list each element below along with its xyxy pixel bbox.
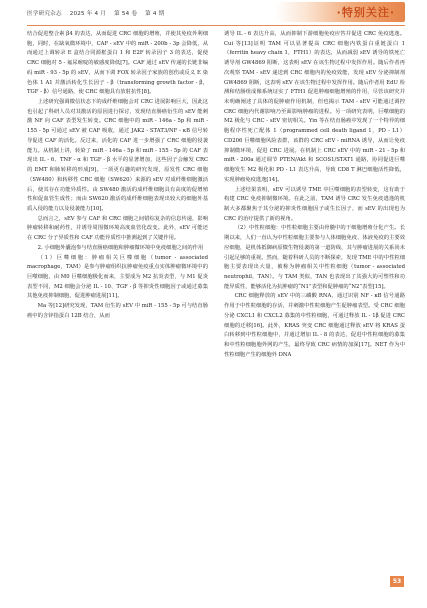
issue-date: 2025 年 4 月 [69, 11, 107, 17]
issue-number: 第 4 期 [145, 11, 165, 17]
body-paragraph: 诱导 IL - 6 表达升高，从而抑制下游细胞免疫应答并促进 CRC 免疫逃逸。Cui 等[13]证明 TAM 可以显著提高 CRC 细胞内铁蛋白重链蛋白 1（ferritin heavy chain 1，FTH1）的表达，从而减弱 sEV 诱导的铁死亡诱导剂 GW4869 阻断，这表明 sEV 在该生物过程中发挥作用。随后作者再次观察 TAM - sEV 递送到 CRC 细胞内的免疫效能，发现 sEV 分泌抑制剂 GW4869 阻断，这表明 sEV 在该生物过程中发挥作用。随后作者用 EdU 检测和结肠组成像系统证实了 FTH1 促进肿瘤细胞增殖的作用，尽管该研究并未明确阐述了具体的促肿瘤作用机制，但也揭示 TAM - sEV 可能通过调控 CRC 细胞内代谢影响乃至面影响肿瘤的进程。另一项研究表明，巨噬细胞的 M2 极化与 CRC - sEV 密切相关。Yin 等在结直肠癌中发现了一个特异的细胞程序性死亡配体 1（programmed cell death ligand 1，PD - L1）CD206 巨噬细胞风险表群，该群的 CRC sEV - miRNA 诱导，从而让免疫抑制微环境，促进 CRC 进展。在机制上 CRC sEV 中的 miR - 21 - 5p 和 miR - 200a 通过调节 PTEN/Akt 和 SCOS1/STAT1 通路，协同促进巨噬细胞发生 M2 极化和 PD - L1 表达升高，导致 CD8 T 淋巴细胞活性降低，实现肿瘤免疫逃逸[14]。 [224, 31, 405, 183]
left-column [27, 30, 208, 578]
body-paragraph: （2）中性粒细胞：中性粒细胞主要由骨髓中的干细胞增殖分化产生。长期以来，人们一直认为中性粒细胞主要参与人体细胞免疫、体液免疫的主要效应细胞，是机体抵御病原微生物侵袭的第一道防线，其与肿瘤进展的关系尚未引起足够的重视。然而，随着科研人员的不断探索，发现 TME 中的中性粒细胞主要表现出大量，被称为肿瘤相关中性粒细胞（tumor - associated neutrophil，TAN）。与 TAM 类似，TAN 也表现出了其强大的可塑性和功能异质性，能够活化为抗肿瘤的“N1”表型和促肿瘤的“N2”表型[15]。 [224, 225, 405, 290]
body-paragraph: 结合促进整合素 β4 的表达，从而促进 CRC 细胞的增殖，并使其免疫外利细胞，同时，在缺氧微环境中，CAF - sEV 中的 miR - 200b - 3p 会降低，从而通过上调转录 E 盒结合同源框蛋白 1 和 E2F 转录因子 3 的表达，促使 CRC 细胞对 5 - 氟尿嘧啶的敏感度降低[7]。CAF 通过 sEV 传递的长链非编码 miR - 93 - 5p 的 sEV，从而下调 FOX 转录因子家族的创伤或反义 E 染色体 1 A1 并激活转化生长因子 - β（transforming growth factor - β，TGF - β）信号通路，使 CRC 细胞具有放射抗性[8]。 [27, 31, 208, 96]
header-divider [27, 25, 405, 26]
journal-info [27, 9, 170, 17]
body-paragraph: （1）巨噬细胞：肿瘤相关巨噬细胞（tumor - associated macrophage，TAM）是参与肿瘤组织抗肿瘤免疫重点实体肿瘤微环境中的巨噬细胞，由 M0 巨噬细胞极化而来，主要成为 M2 抗炎表型，与 M1 促炎表型不同，M2 细胞会分泌 IL - 10、TGF - β 等抑炎性细胞因子或通过募集其他免疫抑制细胞，促进肿瘤进展[11]。 [27, 254, 208, 300]
page-header [0, 0, 427, 28]
body-paragraph: 上述结果表明，sEV 可以诱导 TME 中巨噬细胞的表型转变，这有助于构建 CRC 免疫抑制微环境。在此之前，TAM 诱导 CRC 发生免疫逃逸的机制大多都聚焦于其分泌的抑炎性细胞因子或生长因子，而 sEV 的出现也为 CRC 的治疗提供了新的视角。 [224, 186, 405, 222]
body-paragraph: Ma 等[12]研究发现，TAM 衍生的 sEV 中 miR - 155 - 5p 可与结直肠癌中的含锌指蛋白 12B 结合，从而 [27, 303, 208, 319]
page-number: 53 [390, 576, 404, 587]
body-paragraph: 2. 小细胞外囊泡参与结直肠癌细胞和肿瘤微环境中免疫细胞之间的作用 [37, 244, 204, 251]
section-title: ·特别关注· [336, 6, 395, 19]
journal-name: 医学研究杂志 [27, 11, 62, 17]
body-paragraph: CRC 细胞释放的 sEV 中的三磷酸 RNA，通过识别 NF - κB 信号通路作用于中性粒细胞的存活，并刺激中性粒细胞产生促肿瘤表型。受 CRC 细胞分泌 CXCL1 和 CXCL2 募集的中性粒细胞，可通过释放 IL - 1β 促进 CRC 细胞的迁移[16]。此外，KRAS 突变 CRC 细胞通过释放 sEV 将 KRAS 蛋白转移到中性粒细胞中，并通过增加 IL - 8 的表达，促进中性粒细胞的募集和中性粒细胞胞外网的产生，最终导致 CRC 病情的加深[17]。NET 作为中性粒细胞产生的细胞外 DNA [224, 293, 405, 358]
body-paragraph: 上述研究强调微信状态下的成纤维细胞会对 CRC 进展影响巨大，因此这也引起了科研人员对其激活的原因进行探讨，发现结直肠癌衍生的 sEV 能刺激 NF 向 CAF 表型发生转变。CRC 细胞中的 miR - 146a - 5p 和 miR - 155 - 5p 可通过 sEV 被 CAF 吸收，通过 JAK2 - STAT3/NF - κB 信号转导促进 CAF 的活化。反过来，活化的 CAF 进一步增强了 CRC 细胞的侵袭能力。从机制上讲，转染了 miR - 146a - 5p 和 miR - 155 - 5p 的 CAF 表现出 IL - 6、TNF - α 和 TGF - β 水平的显著增加，这些因子会触发 CRC 的 EMT 和肺转移的形成[9]。一项更有趣的研究发现，原发性 CRC 细胞（SW480）和转移性 CRC 细胞（SW620）来源的 sEV 对成纤维细胞激活后，使其存在功能异质性。由 SW480 激活的成纤维细胞具有高度的促增殖性和促血管生成性；而由 SW620 激活的成纤维细胞表现出较大的细胞外基质入侵的能力以及侵袭能力[10]。 [27, 99, 208, 212]
body-paragraph: 总而言之，sEV 参与 CAF 和 CRC 细胞之间错综复杂的信息传递，影响肿瘤转移和耐药性，并诱导周围微环境高度血管化改变。此外，sEV 可能还在 CRC 分子异质性和 CAF 功能异质性中推测起到了关键作用。 [27, 215, 208, 242]
right-column [224, 30, 405, 578]
volume-number: 第 54 卷 [114, 11, 138, 17]
